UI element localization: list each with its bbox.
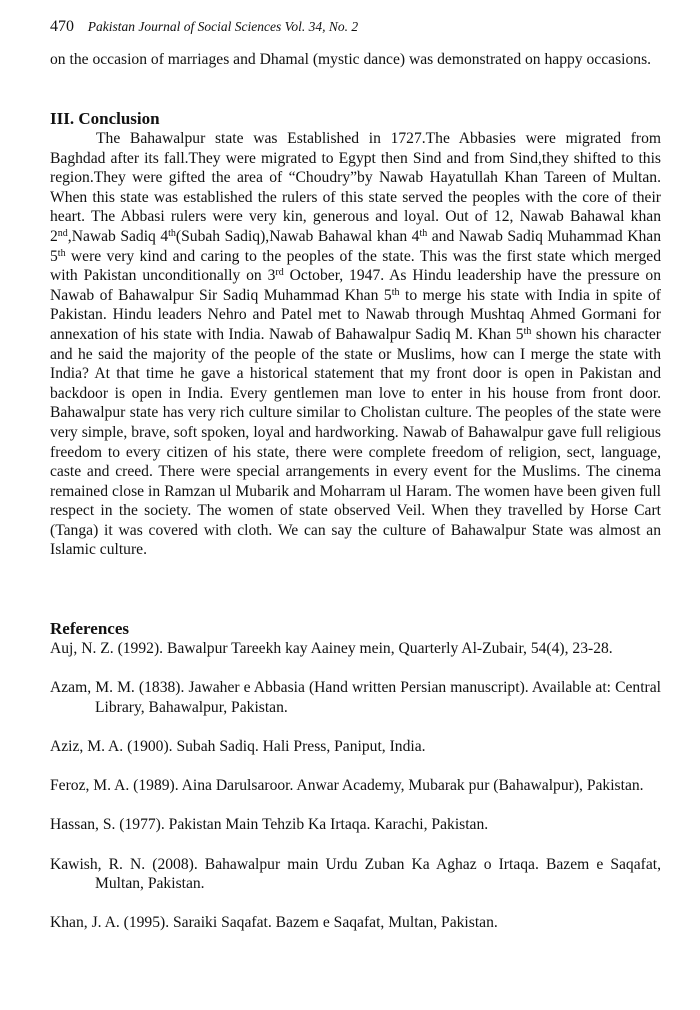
superscript-rd: rd	[275, 267, 284, 279]
conclusion-text-3: (Subah Sadiq),Nawab Bahawal khan 4	[175, 227, 420, 245]
reference-list	[50, 639, 661, 953]
conclusion-text-8: shown his character and he said the majority of the people of the state or Muslims, how can I merge the state with India? At that time he gave a historical statement that my front door is open in Pakistan and backdoor is open in India. Every gentlemen man love to enter in his house from front door. Bahawalpur state has very rich culture similar to Cholistan culture. The peoples of the state were very simple, brave, soft spoken, loyal and hardworking. Nawab of Bahawalpur gave full religious freedom to every citizen of his state, there were complete freedom of religion, sect, language, caste and creed. There were special arrangements in every event for the Muslims. The cinema remained close in Ramzan ul Mubarik and Moharram ul Haram. The women have been given full respect in the society. The women of state observed Veil. When they travelled by Horse Cart (Tanga) it was covered with cloth. We can say the culture of Bahawalpur State was almost an Islamic culture.	[50, 325, 661, 559]
superscript-th-3: th	[57, 247, 66, 259]
superscript-th-4: th	[391, 286, 400, 298]
conclusion-heading: III. Conclusion	[50, 109, 160, 128]
reference-item: Auj, N. Z. (1992). Bawalpur Tareekh kay Aainey mein, Quarterly Al-Zubair, 54(4), 23-28.	[50, 640, 613, 657]
continued-paragraph: on the occasion of marriages and Dhamal (mystic dance) was demonstrated on happy occasions.	[50, 51, 652, 68]
page-number: 470	[50, 18, 74, 35]
journal-name: Pakistan Journal of Social Sciences Vol. 34, No. 2	[87, 19, 359, 34]
superscript-nd: nd	[57, 227, 68, 239]
reference-item: Kawish, R. N. (2008). Bahawalpur main Urdu Zuban Ka Aghaz o Irtaqa. Bazem e Saqafat, Multan, Pakistan.	[50, 855, 661, 893]
references-heading: References	[50, 619, 129, 638]
reference-item: Aziz, M. A. (1900). Subah Sadiq. Hali Press, Paniput, India.	[50, 737, 426, 755]
conclusion-paragraph	[50, 129, 661, 560]
conclusion-text-4: and Nawab Sadiq Muhammad Khan 5	[50, 227, 661, 265]
reference-item: Khan, J. A. (1995). Saraiki Saqafat. Bazem e Saqafat, Multan, Pakistan.	[50, 914, 498, 932]
reference-item: Azam, M. M. (1838). Jawaher e Abbasia (Hand written Persian manuscript). Available at: Central Library, Bahawalpur, Pakistan.	[50, 679, 661, 716]
superscript-th-2: th	[419, 227, 428, 239]
running-header	[50, 18, 358, 36]
reference-item: Feroz, M. A. (1989). Aina Darulsaroor. Anwar Academy, Mubarak pur (Bahawalpur), Pakistan.	[50, 777, 644, 795]
superscript-th-5: th	[523, 325, 532, 337]
conclusion-text-2: ,Nawab Sadiq 4	[67, 227, 169, 245]
conclusion-text-5: were very kind and caring to the peoples of the state. This was the first state which merged with Pakistan unconditionally on 3	[50, 247, 661, 285]
superscript-th-1: th	[168, 227, 176, 239]
conclusion-text-7: to merge his state with India in spite of Pakistan. Hindu leaders Nehro and Patel met to Nawab through Mushtaq Ahmed Gormani for annexation of his state with India. Nawab of Bahawalpur Sadiq M. Khan 5	[50, 286, 661, 343]
conclusion-text-1: The Bahawalpur state was Established in 1727.The Abbasies were migrated from Baghdad after its fall.They were migrated to Egypt then Sind and from Sind,they shifted to this region.They were gifted the area of “Choudry”by Nawab Hayatullah Khan Tareen of Multan. When this state was established the rulers of this state served the peoples with the core of their heart. The Abbasi rulers were very kin, generous and loyal. Out of 12, Nawab Bahawal khan 2	[50, 130, 661, 245]
reference-item: Hassan, S. (1977). Pakistan Main Tehzib Ka Irtaqa. Karachi, Pakistan.	[50, 816, 489, 834]
conclusion-text-6: October, 1947. As Hindu leadership have the pressure on Nawab of Bahawalpur Sir Sadiq Muhammad Khan 5	[50, 267, 661, 304]
